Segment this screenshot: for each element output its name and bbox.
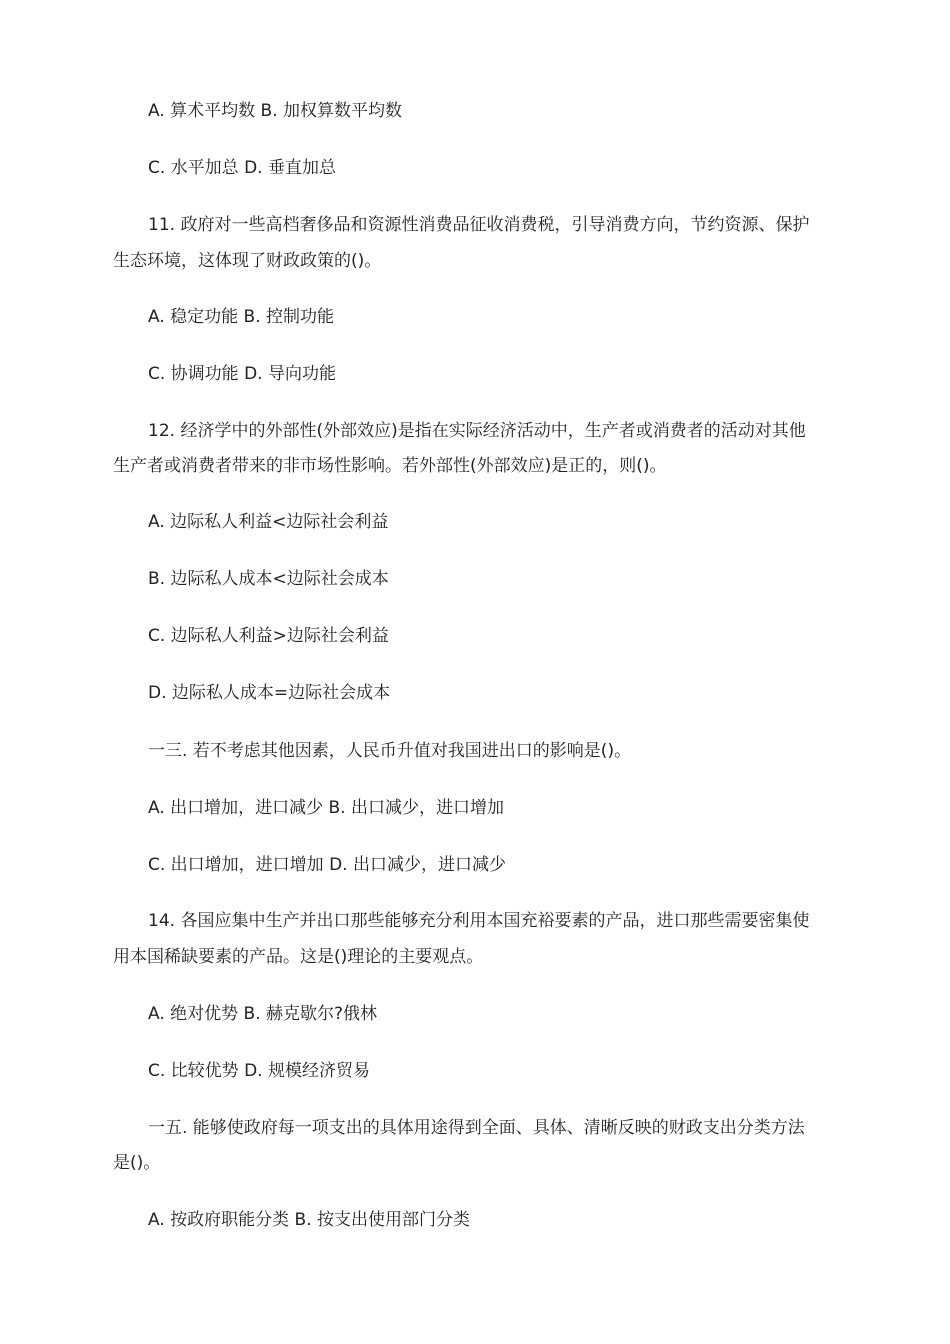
question-11-line-1: 11. 政府对一些高档奢侈品和资源性消费品征收消费税，引导消费方向，节约资源、保护 <box>148 215 810 235</box>
option-line: A. 稳定功能 B. 控制功能 <box>148 307 335 327</box>
option-line: C. 水平加总 D. 垂直加总 <box>148 158 336 178</box>
question-11-line-2: 生态环境，这体现了财政政策的()。 <box>113 251 382 271</box>
option-line: A. 出口增加，进口减少 B. 出口减少，进口增加 <box>148 798 505 818</box>
option-line: D. 边际私人成本=边际社会成本 <box>148 683 391 703</box>
question-15-line-1: 一五. 能够使政府每一项支出的具体用途得到全面、具体、清晰反映的财政支出分类方法 <box>148 1118 805 1138</box>
option-line: C. 协调功能 D. 导向功能 <box>148 364 336 384</box>
question-15-line-2: 是()。 <box>113 1153 161 1173</box>
option-line: C. 比较优势 D. 规模经济贸易 <box>148 1061 370 1081</box>
option-line: C. 出口增加，进口增加 D. 出口减少，进口减少 <box>148 855 506 875</box>
question-12-line-2: 生产者或消费者带来的非市场性影响。若外部性(外部效应)是正的，则()。 <box>113 456 667 476</box>
option-line: A. 绝对优势 B. 赫克歇尔?俄林 <box>148 1004 378 1024</box>
question-12-line-1: 12. 经济学中的外部性(外部效应)是指在实际经济活动中，生产者或消费者的活动对其他 <box>148 421 806 441</box>
question-14-line-2: 用本国稀缺要素的产品。这是()理论的主要观点。 <box>113 947 484 967</box>
option-line: B. 边际私人成本<边际社会成本 <box>148 569 389 589</box>
question-14-line-1: 14. 各国应集中生产并出口那些能够充分利用本国充裕要素的产品，进口那些需要密集使 <box>148 911 810 931</box>
option-line: C. 边际私人利益>边际社会利益 <box>148 626 389 646</box>
option-line: A. 按政府职能分类 B. 按支出使用部门分类 <box>148 1210 471 1230</box>
option-line: A. 算术平均数 B. 加权算数平均数 <box>148 101 403 121</box>
option-line: A. 边际私人利益<边际社会利益 <box>148 512 389 532</box>
question-13-line-1: 一三. 若不考虑其他因素，人民币升值对我国进出口的影响是()。 <box>148 741 632 761</box>
